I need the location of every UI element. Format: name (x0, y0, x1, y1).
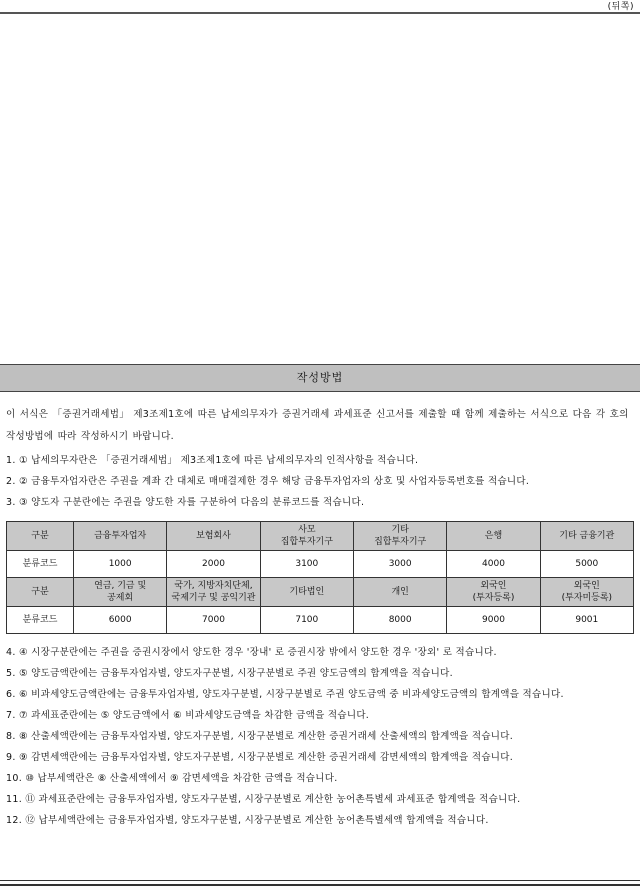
classification-code-table (6, 521, 634, 634)
table-cell: 외국인 (투자미등록) (540, 578, 633, 607)
table-cell: 분류코드 (7, 551, 74, 578)
page-side-label: (뒤쪽) (607, 2, 634, 12)
instruction-list-top (6, 450, 634, 513)
list-item: 5. ⑤ 양도금액란에는 금융투자업자별, 양도자구분별, 시장구분별로 주권 양도금액의 합계액을 적습니다. (6, 668, 453, 679)
list-item: 12. ⑫ 납부세액란에는 금융투자업자별, 양도자구분별, 시장구분별로 계산한 농어촌특별세액 합계액을 적습니다. (6, 815, 489, 826)
table-cell: 1000 (74, 551, 167, 578)
table-cell: 기타 금융기관 (540, 522, 633, 551)
table-cell: 9000 (447, 607, 540, 634)
list-item: 8. ⑧ 산출세액란에는 금융투자업자별, 양도자구분별, 시장구분별로 계산한 증권거래세 산출세액의 합계액을 적습니다. (6, 731, 514, 742)
list-item: 2. ② 금융투자업자란은 주권을 계좌 간 대체로 매매결제한 경우 해당 금융투자업자의 상호 및 사업자등록번호를 적습니다. (6, 476, 530, 487)
table-cell: 5000 (540, 551, 633, 578)
bottom-divider-thick (0, 884, 640, 886)
list-item: 3. ③ 양도자 구분란에는 주권을 양도한 자를 구분하여 다음의 분류코드를 적습니다. (6, 497, 365, 508)
table-cell: 국가, 지방자치단체, 국제기구 및 공익기관 (167, 578, 260, 607)
table-cell: 7100 (260, 607, 353, 634)
table-cell: 구분 (7, 578, 74, 607)
table-cell: 개인 (353, 578, 446, 607)
table-cell: 3100 (260, 551, 353, 578)
table-cell: 은행 (447, 522, 540, 551)
table-cell: 분류코드 (7, 607, 74, 634)
list-item: 4. ④ 시장구분란에는 주권을 증권시장에서 양도한 경우 '장내' 로 증권시장 밖에서 양도한 경우 '장외' 로 적습니다. (6, 647, 497, 658)
table-cell: 7000 (167, 607, 260, 634)
table-cell: 2000 (167, 551, 260, 578)
list-item: 6. ⑥ 비과세양도금액란에는 금융투자업자별, 양도자구분별, 시장구분별로 주권 양도금액 중 비과세양도금액의 합계액을 적습니다. (6, 689, 564, 700)
table-cell: 기타 집합투자기구 (353, 522, 446, 551)
table-cell: 6000 (74, 607, 167, 634)
table-cell: 9001 (540, 607, 633, 634)
table-cell: 구분 (7, 522, 74, 551)
table-cell: 8000 (353, 607, 446, 634)
table-cell: 사모 집합투자기구 (260, 522, 353, 551)
intro-paragraph: 이 서식은 「증권거래세법」 제3조제1호에 따른 납세의무자가 증권거래세 과세표준 신고서를 제출할 때 함께 제출하는 서식으로 다음 각 호의 작성방법에 따라 작성하시기 바랍니다. (6, 409, 629, 442)
table-cell: 3000 (353, 551, 446, 578)
table-row (7, 578, 634, 607)
list-item: 1. ① 납세의무자란은 「증권거래세법」 제3조제1호에 따른 납세의무자의 인적사항을 적습니다. (6, 455, 419, 466)
list-item: 10. ⑩ 납부세액란은 ⑧ 산출세액에서 ⑨ 감면세액을 차감한 금액을 적습니다. (6, 773, 338, 784)
section-title: 작성방법 (0, 364, 640, 392)
list-item: 11. ⑪ 과세표준란에는 금융투자업자별, 양도자구분별, 시장구분별로 계산한 농어촌특별세 과세표준 합계액을 적습니다. (6, 794, 521, 805)
instructions-body (6, 404, 634, 831)
list-item: 7. ⑦ 과세표준란에는 ⑤ 양도금액에서 ⑥ 비과세양도금액을 차감한 금액을 적습니다. (6, 710, 370, 721)
top-divider (0, 12, 640, 14)
table-row (7, 522, 634, 551)
list-item: 9. ⑨ 감면세액란에는 금융투자업자별, 양도자구분별, 시장구분별로 계산한 증권거래세 감면세액의 합계액을 적습니다. (6, 752, 514, 763)
instruction-list-bottom (6, 642, 634, 831)
table-cell: 연금, 기금 및 공제회 (74, 578, 167, 607)
table-row (7, 551, 634, 578)
bottom-divider (0, 880, 640, 881)
table-cell: 보험회사 (167, 522, 260, 551)
table-cell: 4000 (447, 551, 540, 578)
table-cell: 금융투자업자 (74, 522, 167, 551)
table-cell: 외국인 (투자등록) (447, 578, 540, 607)
table-row (7, 607, 634, 634)
table-cell: 기타법인 (260, 578, 353, 607)
